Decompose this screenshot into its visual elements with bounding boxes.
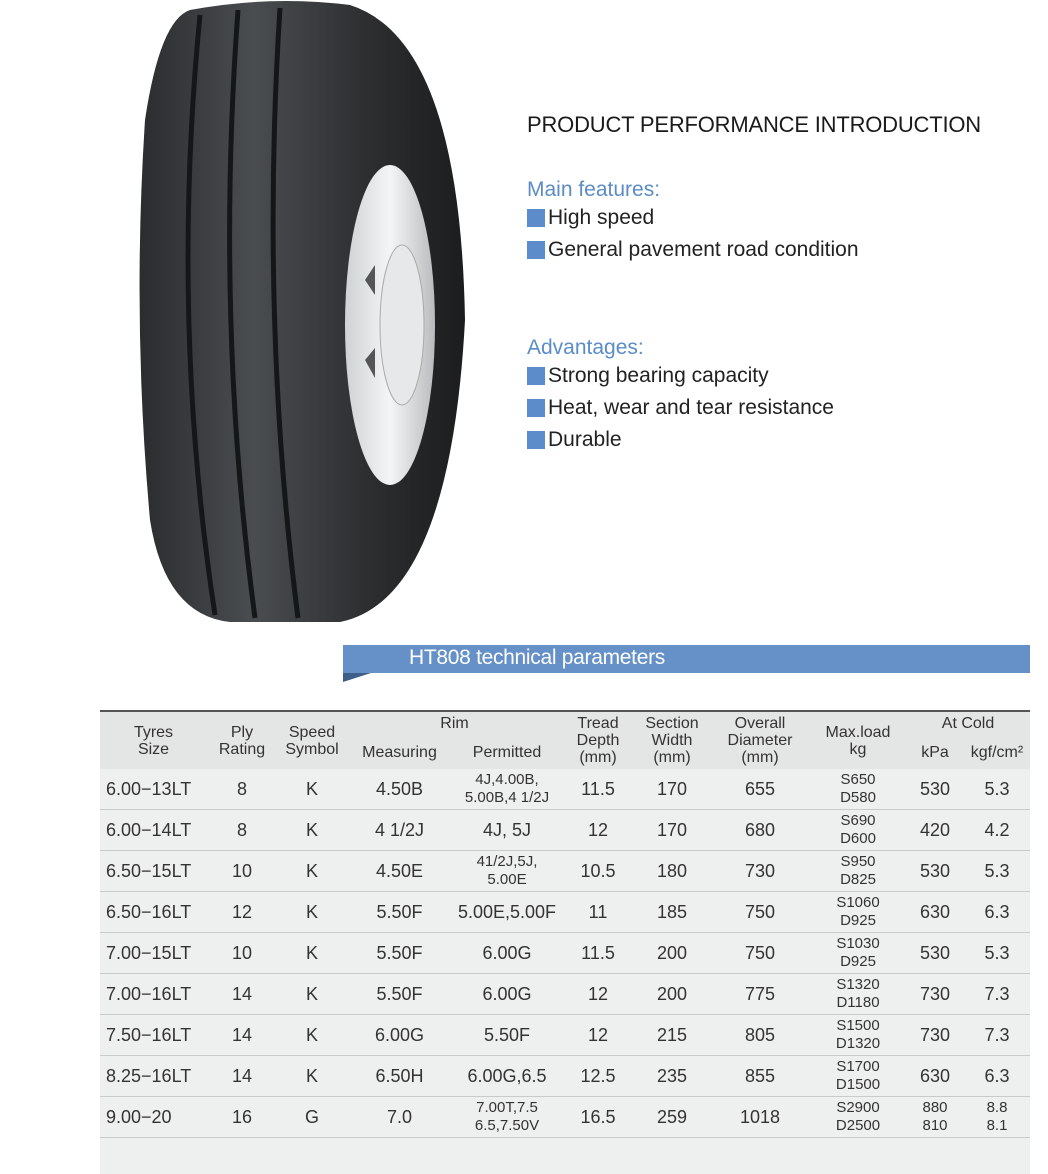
cell: 12	[562, 974, 634, 1015]
section-banner	[343, 645, 1030, 673]
cell: 14	[207, 1056, 277, 1097]
cell: 12	[207, 892, 277, 933]
cell-multi: 7.3	[964, 974, 1030, 1015]
cell: 855	[710, 1056, 810, 1097]
tire-image	[120, 0, 500, 630]
cell: 6.50−16LT	[100, 892, 207, 933]
cell-multi: 5.3	[964, 933, 1030, 974]
cell: 5.50F	[347, 933, 452, 974]
advantage-text: Strong bearing capacity	[548, 364, 769, 387]
table-row	[100, 851, 1030, 892]
cell: 4 1/2J	[347, 810, 452, 851]
cell: 170	[634, 769, 710, 810]
cell: K	[277, 1015, 347, 1056]
cell: 7.0	[347, 1097, 452, 1138]
cell: 11	[562, 892, 634, 933]
cell: 730	[710, 851, 810, 892]
advantage-item	[527, 392, 981, 424]
cell: 7.00−15LT	[100, 933, 207, 974]
cell: K	[277, 1056, 347, 1097]
cell-small: 4J,4.00B, 5.00B,4 1/2J	[452, 769, 562, 810]
cell-multi: 5.3	[964, 769, 1030, 810]
cell-multi: 530	[906, 933, 964, 974]
cell: 215	[634, 1015, 710, 1056]
cell: 7.00−16LT	[100, 974, 207, 1015]
cell-multi: 420	[906, 810, 964, 851]
cell: 14	[207, 1015, 277, 1056]
header-ply: Ply Rating	[207, 711, 277, 769]
cell-multi: 7.3	[964, 1015, 1030, 1056]
cell-multi: 530	[906, 851, 964, 892]
cell: 185	[634, 892, 710, 933]
main-features-label: Main features:	[527, 178, 661, 201]
cell: 4.50B	[347, 769, 452, 810]
cell-multi: 6.00G	[452, 974, 562, 1015]
cell: 8	[207, 769, 277, 810]
cell: 5.50F	[347, 974, 452, 1015]
cell: 14	[207, 974, 277, 1015]
cell: 1018	[710, 1097, 810, 1138]
cell-small: 880 810	[906, 1097, 964, 1138]
feature-item	[527, 202, 981, 234]
header-tread: Tread Depth (mm)	[562, 711, 634, 769]
cell-multi: 530	[906, 769, 964, 810]
header-permitted: Permitted	[452, 735, 562, 769]
cell-small: S950 D825	[810, 851, 906, 892]
cell: 8	[207, 810, 277, 851]
cell: 170	[634, 810, 710, 851]
cell-multi: 730	[906, 1015, 964, 1056]
cell-multi: 5.3	[964, 851, 1030, 892]
cell: 180	[634, 851, 710, 892]
cell: 655	[710, 769, 810, 810]
header-maxload: Max.load kg	[810, 711, 906, 769]
cell: 10	[207, 933, 277, 974]
cell-small: S1320 D1180	[810, 974, 906, 1015]
cell: K	[277, 810, 347, 851]
cell-multi: 4.2	[964, 810, 1030, 851]
cell-small: S1060 D925	[810, 892, 906, 933]
header-speed: Speed Symbol	[277, 711, 347, 769]
header-kgf: kgf/cm²	[964, 735, 1030, 769]
header-size: Tyres Size	[100, 711, 207, 769]
cell: 4.50E	[347, 851, 452, 892]
cell: G	[277, 1097, 347, 1138]
header-overall: Overall Diameter (mm)	[710, 711, 810, 769]
cell: 8.25−16LT	[100, 1056, 207, 1097]
cell: 11.5	[562, 933, 634, 974]
cell: 9.00−20	[100, 1097, 207, 1138]
advantage-item	[527, 424, 981, 456]
cell: 200	[634, 974, 710, 1015]
cell-multi: 6.00G	[452, 933, 562, 974]
cell-multi: 630	[906, 1056, 964, 1097]
banner-fold	[343, 673, 371, 682]
cell-multi: 630	[906, 892, 964, 933]
advantage-text: Heat, wear and tear resistance	[548, 396, 834, 419]
feature-text: General pavement road condition	[548, 238, 859, 261]
bullet-square-icon	[527, 209, 545, 227]
cell: 6.50−15LT	[100, 851, 207, 892]
cell-small: 7.00T,7.5 6.5,7.50V	[452, 1097, 562, 1138]
cell: 11.5	[562, 769, 634, 810]
advantage-text: Durable	[548, 428, 622, 451]
table-row	[100, 1056, 1030, 1097]
cell-small: S1700 D1500	[810, 1056, 906, 1097]
cell-multi: 4J, 5J	[452, 810, 562, 851]
technical-parameters-table	[100, 710, 1030, 1174]
cell-small: S650 D580	[810, 769, 906, 810]
cell: 16.5	[562, 1097, 634, 1138]
header-rim: Rim	[347, 711, 562, 735]
table-row	[100, 892, 1030, 933]
cell: 775	[710, 974, 810, 1015]
advantage-item	[527, 360, 981, 392]
cell: 12	[562, 1015, 634, 1056]
table-row	[100, 933, 1030, 974]
bullet-square-icon	[527, 367, 545, 385]
cell-small: S1500 D1320	[810, 1015, 906, 1056]
cell: K	[277, 933, 347, 974]
cell-multi: 5.00E,5.00F	[452, 892, 562, 933]
table-row	[100, 1015, 1030, 1056]
cell: 6.00G	[347, 1015, 452, 1056]
cell: K	[277, 769, 347, 810]
cell: 235	[634, 1056, 710, 1097]
table-row	[100, 769, 1030, 810]
cell: 750	[710, 933, 810, 974]
cell: 680	[710, 810, 810, 851]
bullet-square-icon	[527, 241, 545, 259]
product-intro	[527, 112, 981, 456]
cell: 6.00−14LT	[100, 810, 207, 851]
header-measuring: Measuring	[347, 735, 452, 769]
cell: 10	[207, 851, 277, 892]
cell-small: S690 D600	[810, 810, 906, 851]
cell-small: S2900 D2500	[810, 1097, 906, 1138]
cell: 7.50−16LT	[100, 1015, 207, 1056]
table-row	[100, 1097, 1030, 1138]
cell: K	[277, 851, 347, 892]
cell-multi: 6.3	[964, 892, 1030, 933]
cell: K	[277, 974, 347, 1015]
cell: 10.5	[562, 851, 634, 892]
cell-multi: 5.50F	[452, 1015, 562, 1056]
advantages-label: Advantages:	[527, 336, 644, 359]
cell-multi: 6.3	[964, 1056, 1030, 1097]
banner-title: HT808 technical parameters	[409, 646, 665, 669]
feature-item	[527, 234, 981, 266]
cell-multi: 6.00G,6.5	[452, 1056, 562, 1097]
intro-title: PRODUCT PERFORMANCE INTRODUCTION	[527, 112, 981, 137]
feature-text: High speed	[548, 206, 655, 229]
header-section: Section Width (mm)	[634, 711, 710, 769]
cell: 6.00−13LT	[100, 769, 207, 810]
cell-small: 41/2J,5J, 5.00E	[452, 851, 562, 892]
cell: 5.50F	[347, 892, 452, 933]
cell: 200	[634, 933, 710, 974]
cell: 12	[562, 810, 634, 851]
cell: 805	[710, 1015, 810, 1056]
bullet-square-icon	[527, 399, 545, 417]
cell: 6.50H	[347, 1056, 452, 1097]
cell-small: 8.8 8.1	[964, 1097, 1030, 1138]
table-row	[100, 810, 1030, 851]
cell-multi: 730	[906, 974, 964, 1015]
cell: 12.5	[562, 1056, 634, 1097]
cell-small: S1030 D925	[810, 933, 906, 974]
bullet-square-icon	[527, 431, 545, 449]
cell: 16	[207, 1097, 277, 1138]
cell: K	[277, 892, 347, 933]
cell: 750	[710, 892, 810, 933]
cell: 259	[634, 1097, 710, 1138]
header-kpa: kPa	[906, 735, 964, 769]
table-row	[100, 974, 1030, 1015]
header-atcold: At Cold	[906, 711, 1030, 735]
